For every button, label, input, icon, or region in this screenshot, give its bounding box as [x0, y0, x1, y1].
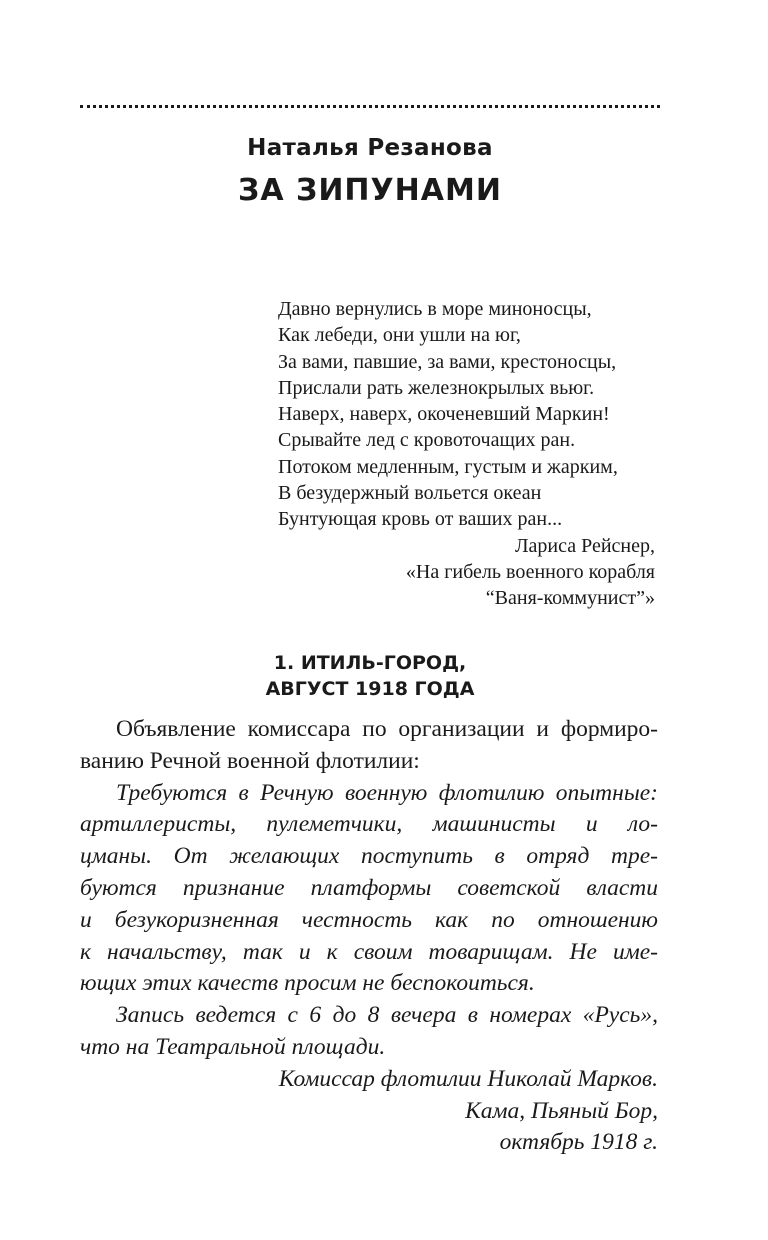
notice-line: буются признание платформы советской власти: [80, 874, 658, 901]
body-text: [80, 714, 658, 1159]
notice-line: и безукоризненная честность как по отношению: [80, 906, 658, 933]
paragraph-line: ванию Речной военной флотилии:: [80, 747, 420, 774]
epigraph-line: Потоком медленным, густым и жарким,: [278, 455, 618, 478]
epigraph-attribution: “Ваня-коммунист”»: [485, 587, 655, 610]
epigraph-attribution: Лариса Рейснер,: [514, 534, 655, 557]
epigraph-line: Срывайте лед с кровоточащих ран.: [278, 429, 576, 452]
epigraph-line: Прислали рать железнокрылых вьюг.: [278, 376, 595, 399]
epigraph: [278, 296, 658, 612]
dotted-divider: [80, 105, 660, 108]
section-heading-line: АВГУСТ 1918 ГОДА: [265, 678, 475, 700]
notice-line: к начальству, так и к своим товарищам. Не име-: [80, 938, 658, 965]
notice-line: ющих этих качеств просим не беспокоиться.: [80, 970, 535, 997]
section-heading: [0, 650, 740, 702]
epigraph-line: За вами, павшие, за вами, крестоносцы,: [278, 350, 617, 373]
paragraph-line: Объявление комиссара по организации и формиро-: [116, 716, 658, 742]
signature-line: Кама, Пьяный Бор,: [465, 1097, 658, 1124]
signature-line: Комиссар флотилии Николай Марков.: [278, 1065, 658, 1092]
notice-line: Требуются в Речную военную флотилию опытные:: [116, 779, 658, 806]
notice-line: Запись ведется с 6 до 8 вечера в номерах «Русь»,: [116, 1002, 658, 1029]
section-heading-line: 1. ИТИЛЬ-ГОРОД,: [273, 652, 467, 674]
epigraph-line: Давно вернулись в море миноносцы,: [278, 298, 592, 320]
signature-line: октябрь 1918 г.: [499, 1129, 658, 1156]
epigraph-line: Наверх, наверх, окоченевший Маркин!: [278, 403, 610, 426]
notice-line: цманы. От желающих поступить в отряд тре-: [80, 843, 658, 870]
author-name: Наталья Резанова: [247, 135, 493, 161]
epigraph-line: Бунтующая кровь от ваших ран...: [278, 508, 563, 531]
epigraph-attribution: «На гибель военного корабля: [405, 560, 655, 583]
notice-line: артиллеристы, пулеметчики, машинисты и ло-: [80, 811, 658, 838]
story-title: ЗА ЗИПУНАМИ: [238, 173, 502, 208]
epigraph-line: В безудержный вольется океан: [278, 482, 542, 505]
notice-line: что на Театральной площади.: [80, 1033, 386, 1060]
epigraph-line: Как лебеди, они ушли на юг,: [278, 324, 521, 347]
